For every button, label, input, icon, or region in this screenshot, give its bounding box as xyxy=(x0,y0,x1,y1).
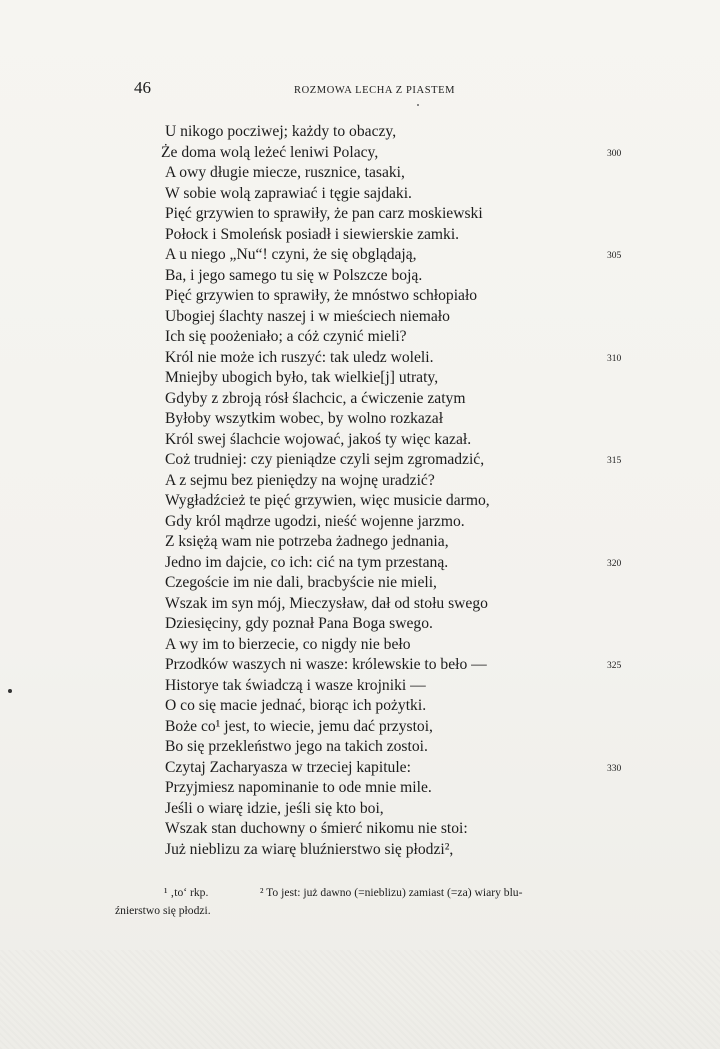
verse-text: Z księżą wam nie potrzeba żadnego jednania, xyxy=(165,533,449,550)
verse-text: Ba, i jego samego tu się w Polszcze boją. xyxy=(165,266,423,284)
verse-text: Wszak stan duchowny o śmierć nikomu nie stoi: xyxy=(165,820,468,837)
verse-text: Przodków waszych ni wasze: królewskie to beło — xyxy=(165,656,487,673)
verse-text: U nikogo pocziwej; każdy to obaczy, xyxy=(165,123,397,140)
line-number: 300 xyxy=(607,148,622,159)
verse-line xyxy=(161,245,631,266)
line-number: 330 xyxy=(607,763,622,774)
verse-line xyxy=(161,450,631,471)
verse-text: Ubogiej ślachty naszej i w mieściech niemało xyxy=(165,307,450,325)
verse-line xyxy=(161,778,631,799)
verse-text: Mniejby ubogich było, tak wielkie[j] utraty, xyxy=(165,369,439,386)
verse-text: Dziesięciny, gdy poznał Pana Boga swego. xyxy=(165,615,433,632)
verse-text: Historye tak świadczą i wasze krojniki — xyxy=(165,676,426,694)
verse-text: Coż trudniej: czy pieniądze czyli sejm zgromadzić, xyxy=(165,451,485,468)
verse-text: Jedno im dajcie, co ich: cić na tym przestaną. xyxy=(165,553,449,571)
verse-line xyxy=(161,368,631,389)
verse-line xyxy=(161,573,631,594)
verse-line xyxy=(161,512,631,533)
verse-text: Jeśli o wiarę idzie, jeśli się kto boi, xyxy=(165,799,384,817)
verse-line xyxy=(161,286,631,307)
verse-text: A owy długie miecze, rusznice, tasaki, xyxy=(165,164,405,181)
line-number: 305 xyxy=(607,251,622,261)
verse-text: Ich się poożeniało; a cóż czynić mieli? xyxy=(165,328,407,345)
verse-text: Bo się przekleństwo jego na takich zostoi. xyxy=(165,738,428,755)
verse-line xyxy=(161,266,631,287)
verse-line xyxy=(161,143,631,164)
verse-line xyxy=(161,409,631,430)
verse-line xyxy=(161,204,631,225)
footnote-1: ¹ ‚to‘ rkp. xyxy=(164,886,209,899)
verse-text: Król swej ślachcie wojować, jakoś ty więc kazał. xyxy=(165,430,472,448)
verse-line xyxy=(161,717,631,738)
verse-text: Wszak im syn mój, Mieczysław, dał od stołu swego xyxy=(165,594,488,612)
verse-line xyxy=(161,655,631,676)
verse-line xyxy=(161,184,631,205)
verse-text: O co się macie jednać, biorąc ich pożytki. xyxy=(165,697,427,714)
verse-text: Czytaj Zacharyasza w trzeciej kapitule: xyxy=(165,758,411,776)
verse-text: Boże co¹ jest, to wiecie, jemu dać przystoi, xyxy=(165,717,433,735)
verse-line xyxy=(161,840,631,861)
line-number: 325 xyxy=(607,661,622,671)
verse-line xyxy=(161,225,631,246)
verse-line xyxy=(161,532,631,553)
line-number: 315 xyxy=(607,456,622,466)
verse-line xyxy=(161,327,631,348)
footnote-2-line-1: ² To jest: już dawno (=nieblizu) zamiast (=za) wiary blu- xyxy=(260,886,523,899)
verse-line xyxy=(161,471,631,492)
footnote-2-line-2: źnierstwo się płodzi. xyxy=(115,904,211,917)
verse-line xyxy=(161,491,631,512)
verse-line xyxy=(161,799,631,820)
verse-text: Już nieblizu za wiarę bluźnierstwo się płodzi², xyxy=(165,840,454,858)
verse-line xyxy=(161,430,631,451)
verse-line xyxy=(161,348,631,369)
verse-line xyxy=(161,614,631,635)
line-number: 320 xyxy=(607,558,622,569)
verse-text: W sobie wolą zaprawiać i tęgie sajdaki. xyxy=(165,184,412,202)
verse-text: Przyjmiesz napominanie to ode mnie mile. xyxy=(165,779,432,796)
verse-line xyxy=(161,122,631,143)
verse-line xyxy=(161,635,631,656)
verse-line xyxy=(161,696,631,717)
verse-line xyxy=(161,737,631,758)
verse-line xyxy=(161,163,631,184)
verse-text: Połock i Smoleńsk posiadł i siewierskie zamki. xyxy=(165,225,460,243)
verse-text: A u niego „Nu“! czyni, że się obglądają, xyxy=(165,246,417,263)
verse-line xyxy=(161,553,631,574)
verse-line xyxy=(161,676,631,697)
line-number: 310 xyxy=(607,353,622,364)
verse-text: A z sejmu bez pieniędzy na wojnę uradzić? xyxy=(165,471,435,489)
verse-text: Gdyby z zbroją rósł ślachcic, a ćwiczenie zatym xyxy=(165,389,466,407)
verse-text: Pięć grzywien to sprawiły, że mnóstwo schłopiało xyxy=(165,287,478,304)
verse-text: Gdy król mądrze ugodzi, nieść wojenne jarzmo. xyxy=(165,512,465,530)
verse-text: Król nie może ich ruszyć: tak uledz woleli. xyxy=(165,348,434,366)
verse-text: Byłoby wszytkim wobec, by wolno rozkazał xyxy=(165,410,444,427)
poem-text xyxy=(161,122,631,860)
verse-line xyxy=(161,389,631,410)
verse-text: Że doma wolą leżeć leniwi Polacy, xyxy=(161,143,379,161)
ink-speck xyxy=(417,104,419,106)
paper-texture xyxy=(0,950,720,1049)
running-title: ROZMOWA LECHA Z PIASTEM xyxy=(294,85,456,96)
verse-line xyxy=(161,758,631,779)
verse-text: Pięć grzywien to sprawiły, że pan carz moskiewski xyxy=(165,205,483,222)
verse-text: Wygładźcież te pięć grzywien, więc musicie darmo, xyxy=(165,492,490,509)
margin-mark xyxy=(8,689,12,693)
verse-line xyxy=(161,819,631,840)
verse-line xyxy=(161,594,631,615)
verse-line xyxy=(161,307,631,328)
verse-text: Czegoście im nie dali, bracbyście nie mieli, xyxy=(165,574,437,591)
page-number: 46 xyxy=(134,78,151,97)
verse-text: A wy im to bierzecie, co nigdy nie beło xyxy=(165,635,411,653)
